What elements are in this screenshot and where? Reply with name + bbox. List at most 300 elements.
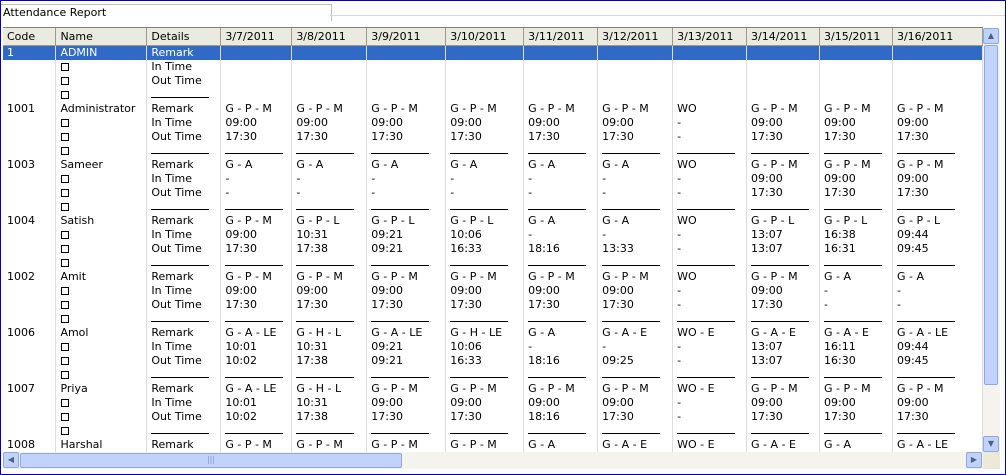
checkbox-icon[interactable] — [61, 91, 69, 99]
detail-separator — [147, 256, 221, 270]
attendance-cell: 16:31 — [820, 242, 893, 256]
table-row[interactable] — [3, 270, 983, 284]
cell-separator — [892, 424, 982, 438]
employee-code — [3, 60, 56, 74]
employee-code: 1002 — [3, 270, 56, 284]
attendance-cell — [367, 74, 446, 88]
attendance-cell: G - P - M — [292, 438, 367, 452]
attendance-cell: - — [221, 186, 292, 200]
cell-separator — [820, 144, 893, 158]
attendance-cell: G - P - M — [446, 382, 524, 396]
cell-separator — [820, 424, 893, 438]
checkbox-icon[interactable] — [61, 133, 69, 141]
cell-separator — [446, 424, 524, 438]
cell-separator — [598, 200, 673, 214]
attendance-cell: 17:38 — [292, 354, 367, 368]
column-header-date[interactable]: 3/16/2011 — [892, 28, 982, 46]
attendance-cell: 17:30 — [747, 298, 820, 312]
detail-label: Out Time — [147, 298, 221, 312]
attendance-cell: G - P - M — [292, 270, 367, 284]
separator-line — [450, 433, 508, 434]
attendance-cell: - — [673, 228, 747, 242]
table-row[interactable] — [3, 298, 983, 312]
employee-code — [3, 256, 56, 270]
cell-separator — [747, 200, 820, 214]
detail-label: Out Time — [147, 186, 221, 200]
attendance-cell: 09:00 — [524, 116, 598, 130]
scroll-right-button[interactable]: ▶ — [966, 452, 982, 468]
attendance-cell: - — [673, 172, 747, 186]
attendance-cell — [747, 74, 820, 88]
row-checkbox — [56, 116, 147, 130]
attendance-cell: 17:30 — [892, 130, 982, 144]
employee-name: Sameer — [56, 158, 147, 172]
vertical-scroll-thumb[interactable] — [984, 45, 998, 385]
table-row[interactable] — [3, 284, 983, 298]
attendance-cell: - — [673, 242, 747, 256]
checkbox-icon[interactable] — [61, 287, 69, 295]
attendance-cell: 09:25 — [598, 354, 673, 368]
attendance-cell: 17:30 — [747, 186, 820, 200]
checkbox-icon[interactable] — [61, 231, 69, 239]
attendance-cell: 17:30 — [524, 298, 598, 312]
attendance-cell — [367, 46, 446, 61]
cell-separator — [446, 368, 524, 382]
attendance-cell: G - P - M — [892, 102, 982, 116]
vertical-scrollbar[interactable] — [983, 28, 1000, 452]
attendance-cell: - — [367, 186, 446, 200]
attendance-cell: G - P - M — [598, 102, 673, 116]
employee-code — [3, 74, 56, 88]
cell-separator — [892, 200, 982, 214]
detail-label: Remark — [147, 102, 221, 116]
separator-line — [751, 265, 809, 266]
attendance-cell: 09:00 — [292, 284, 367, 298]
detail-label: Out Time — [147, 354, 221, 368]
attendance-cell: G - P - L — [820, 214, 893, 228]
checkbox-icon[interactable] — [61, 301, 69, 309]
column-header-date[interactable]: 3/15/2011 — [820, 28, 893, 46]
separator-line — [371, 209, 429, 210]
attendance-cell: 09:21 — [367, 242, 446, 256]
attendance-cell: WO - E — [673, 438, 747, 452]
attendance-cell — [524, 60, 598, 74]
checkbox-icon[interactable] — [61, 427, 69, 435]
attendance-cell: G - P - M — [820, 158, 893, 172]
attendance-cell: - — [292, 172, 367, 186]
attendance-cell: G - A - E — [598, 438, 673, 452]
separator-line — [602, 265, 660, 266]
cell-separator — [524, 256, 598, 270]
attendance-cell: 09:00 — [524, 396, 598, 410]
attendance-cell — [446, 74, 524, 88]
cell-separator — [673, 88, 747, 102]
attendance-cell: 10:02 — [221, 354, 292, 368]
separator-line — [751, 377, 809, 378]
detail-label: Remark — [147, 46, 221, 61]
attendance-cell: 17:38 — [292, 410, 367, 424]
column-header-code[interactable]: Code — [3, 28, 56, 46]
column-header-date[interactable]: 3/13/2011 — [673, 28, 747, 46]
cell-separator — [673, 256, 747, 270]
checkbox-icon[interactable] — [61, 315, 69, 323]
separator-line — [296, 433, 354, 434]
cell-separator — [446, 200, 524, 214]
separator-line — [897, 153, 955, 154]
checkbox-icon[interactable] — [61, 77, 69, 85]
separator-line — [897, 265, 955, 266]
separator-line — [296, 153, 354, 154]
cell-separator — [292, 200, 367, 214]
attendance-cell: - — [673, 354, 747, 368]
separator-line — [296, 321, 354, 322]
separator-line — [450, 209, 508, 210]
table-row[interactable] — [3, 354, 983, 368]
checkbox-icon[interactable] — [61, 343, 69, 351]
separator-line — [151, 97, 209, 98]
attendance-cell: 10:01 — [221, 396, 292, 410]
attendance-cell: G - A - LE — [892, 326, 982, 340]
attendance-cell: 09:00 — [292, 116, 367, 130]
attendance-cell: G - A — [524, 438, 598, 452]
separator-line — [897, 321, 955, 322]
attendance-cell — [598, 74, 673, 88]
attendance-cell: WO — [673, 214, 747, 228]
cell-separator — [892, 88, 982, 102]
attendance-grid[interactable] — [3, 27, 983, 453]
scroll-left-button[interactable]: ◀ — [3, 452, 19, 468]
cell-separator — [820, 368, 893, 382]
attendance-cell: 10:02 — [221, 410, 292, 424]
attendance-cell: 17:30 — [747, 130, 820, 144]
attendance-cell: G - P - M — [747, 382, 820, 396]
scroll-down-button[interactable]: ▼ — [983, 436, 999, 452]
table-row[interactable] — [3, 158, 983, 172]
attendance-cell: - — [524, 172, 598, 186]
cell-separator — [673, 312, 747, 326]
column-header-date[interactable]: 3/12/2011 — [598, 28, 673, 46]
attendance-cell — [747, 60, 820, 74]
employee-code — [3, 186, 56, 200]
attendance-cell: 17:30 — [292, 130, 367, 144]
row-checkbox — [56, 340, 147, 354]
table-row[interactable] — [3, 116, 983, 130]
table-row[interactable] — [3, 410, 983, 424]
separator-line — [528, 153, 586, 154]
checkbox-icon[interactable] — [61, 413, 69, 421]
horizontal-scrollbar[interactable] — [3, 452, 983, 469]
separator-line — [677, 377, 735, 378]
attendance-cell: 13:07 — [747, 228, 820, 242]
attendance-cell: - — [892, 284, 982, 298]
attendance-cell: - — [598, 228, 673, 242]
attendance-cell: 17:30 — [221, 242, 292, 256]
separator-line — [528, 321, 586, 322]
cell-separator — [892, 312, 982, 326]
separator-line — [151, 433, 209, 434]
column-header-date[interactable]: 3/14/2011 — [747, 28, 820, 46]
attendance-cell: 09:44 — [892, 228, 982, 242]
table-row[interactable] — [3, 312, 983, 326]
scrollbar-corner — [983, 452, 1000, 469]
row-checkbox — [56, 74, 147, 88]
cell-separator — [221, 144, 292, 158]
attendance-cell: - — [367, 172, 446, 186]
attendance-cell: G - P - M — [524, 102, 598, 116]
attendance-cell — [747, 46, 820, 61]
employee-name: Satish — [56, 214, 147, 228]
employee-name: Priya — [56, 382, 147, 396]
cell-separator — [892, 256, 982, 270]
attendance-cell: - — [292, 186, 367, 200]
table-row[interactable] — [3, 424, 983, 438]
separator-line — [602, 433, 660, 434]
attendance-cell: 09:44 — [892, 340, 982, 354]
table-row[interactable] — [3, 340, 983, 354]
detail-label: In Time — [147, 116, 221, 130]
row-checkbox — [56, 228, 147, 242]
attendance-cell: - — [524, 228, 598, 242]
attendance-cell: G - P - M — [446, 102, 524, 116]
attendance-cell: 09:45 — [892, 242, 982, 256]
cell-separator — [820, 200, 893, 214]
attendance-cell: 09:00 — [367, 396, 446, 410]
attendance-cell: 17:30 — [367, 298, 446, 312]
table-row[interactable] — [3, 186, 983, 200]
separator-line — [528, 265, 586, 266]
separator-line — [824, 209, 882, 210]
attendance-cell — [292, 74, 367, 88]
employee-code: 1001 — [3, 102, 56, 116]
attendance-cell: G - A - LE — [221, 326, 292, 340]
table-row[interactable] — [3, 102, 983, 116]
cell-separator — [673, 424, 747, 438]
row-checkbox — [56, 186, 147, 200]
cell-separator — [524, 424, 598, 438]
attendance-cell — [221, 60, 292, 74]
tab-attendance-report[interactable]: Attendance Report — [1, 4, 332, 21]
checkbox-icon[interactable] — [61, 259, 69, 267]
attendance-cell: G - P - M — [524, 270, 598, 284]
attendance-cell: 17:30 — [598, 298, 673, 312]
row-checkbox — [56, 60, 147, 74]
scroll-up-button[interactable]: ▲ — [983, 28, 999, 44]
attendance-cell — [598, 46, 673, 61]
checkbox-icon[interactable] — [61, 63, 69, 71]
separator-line — [151, 321, 209, 322]
attendance-cell: 17:30 — [598, 130, 673, 144]
table-row[interactable] — [3, 368, 983, 382]
row-checkbox — [56, 284, 147, 298]
attendance-cell: 10:01 — [221, 340, 292, 354]
attendance-cell: 17:30 — [221, 130, 292, 144]
attendance-cell: G - P - M — [446, 270, 524, 284]
attendance-cell: G - A — [598, 214, 673, 228]
table-row[interactable] — [3, 60, 983, 74]
column-header-name[interactable]: Name — [56, 28, 147, 46]
cell-separator — [598, 368, 673, 382]
cell-separator — [747, 144, 820, 158]
checkbox-icon[interactable] — [61, 357, 69, 365]
checkbox-icon[interactable] — [61, 203, 69, 211]
employee-code — [3, 200, 56, 214]
tab-strip — [1, 1, 1005, 21]
table-row[interactable] — [3, 214, 983, 228]
separator-line — [450, 377, 508, 378]
table-row[interactable] — [3, 130, 983, 144]
separator-line — [824, 153, 882, 154]
attendance-cell — [673, 74, 747, 88]
attendance-cell: G - P - L — [367, 214, 446, 228]
column-header-date[interactable]: 3/7/2011 — [221, 28, 292, 46]
attendance-cell: G - P - M — [446, 438, 524, 452]
employee-code — [3, 228, 56, 242]
attendance-cell — [446, 60, 524, 74]
cell-separator — [598, 256, 673, 270]
row-checkbox — [56, 298, 147, 312]
cell-separator — [221, 256, 292, 270]
row-checkbox — [56, 200, 147, 214]
column-header-date[interactable]: 3/8/2011 — [292, 28, 367, 46]
attendance-cell — [221, 46, 292, 61]
attendance-cell — [673, 46, 747, 61]
employee-code — [3, 298, 56, 312]
cell-separator — [747, 424, 820, 438]
attendance-cell: - — [820, 298, 893, 312]
table-row[interactable] — [3, 256, 983, 270]
separator-line — [296, 265, 354, 266]
separator-line — [824, 321, 882, 322]
table-row[interactable] — [3, 228, 983, 242]
separator-line — [897, 377, 955, 378]
checkbox-icon[interactable] — [61, 371, 69, 379]
table-row[interactable] — [3, 172, 983, 186]
cell-separator — [367, 424, 446, 438]
separator-line — [602, 209, 660, 210]
cell-separator — [221, 312, 292, 326]
table-row[interactable] — [3, 200, 983, 214]
row-checkbox — [56, 396, 147, 410]
column-header-date[interactable]: 3/9/2011 — [367, 28, 446, 46]
cell-separator — [446, 312, 524, 326]
attendance-cell: 17:38 — [292, 242, 367, 256]
row-checkbox — [56, 368, 147, 382]
cell-separator — [292, 424, 367, 438]
attendance-cell — [367, 60, 446, 74]
cell-separator — [292, 368, 367, 382]
attendance-cell — [524, 74, 598, 88]
employee-code: 1006 — [3, 326, 56, 340]
detail-label: Remark — [147, 438, 221, 452]
separator-line — [296, 377, 354, 378]
checkbox-icon[interactable] — [61, 119, 69, 127]
attendance-cell: G - A - LE — [367, 326, 446, 340]
column-header-details[interactable]: Details — [147, 28, 221, 46]
attendance-cell: - — [673, 298, 747, 312]
attendance-cell: 16:33 — [446, 242, 524, 256]
attendance-cell: G - P - M — [747, 158, 820, 172]
attendance-cell: G - A - E — [598, 326, 673, 340]
checkbox-icon[interactable] — [61, 399, 69, 407]
attendance-cell: G - A — [892, 270, 982, 284]
attendance-cell: G - P - M — [820, 102, 893, 116]
row-checkbox — [56, 172, 147, 186]
table-row[interactable] — [3, 396, 983, 410]
attendance-cell: 09:00 — [446, 116, 524, 130]
attendance-cell: G - P - M — [747, 102, 820, 116]
table-row[interactable] — [3, 438, 983, 452]
attendance-cell: 09:00 — [221, 228, 292, 242]
attendance-cell: 13:07 — [747, 340, 820, 354]
column-header-date[interactable]: 3/10/2011 — [446, 28, 524, 46]
separator-line — [151, 153, 209, 154]
attendance-cell: 09:00 — [598, 396, 673, 410]
employee-code — [3, 368, 56, 382]
detail-label: In Time — [147, 284, 221, 298]
separator-line — [897, 433, 955, 434]
cell-separator — [292, 88, 367, 102]
separator-line — [751, 209, 809, 210]
attendance-cell: 09:00 — [446, 284, 524, 298]
attendance-cell: - — [673, 396, 747, 410]
attendance-cell: - — [673, 116, 747, 130]
cell-separator — [598, 88, 673, 102]
employee-code — [3, 340, 56, 354]
checkbox-icon[interactable] — [61, 175, 69, 183]
cell-separator — [747, 312, 820, 326]
attendance-cell: G - P - M — [367, 270, 446, 284]
table-row[interactable] — [3, 242, 983, 256]
attendance-cell — [820, 60, 893, 74]
attendance-cell: G - P - M — [747, 270, 820, 284]
cell-separator — [598, 312, 673, 326]
table-row[interactable] — [3, 144, 983, 158]
attendance-cell: G - A — [524, 158, 598, 172]
checkbox-icon[interactable] — [61, 147, 69, 155]
attendance-cell: WO - E — [673, 382, 747, 396]
detail-label: Out Time — [147, 410, 221, 424]
attendance-table — [3, 28, 983, 452]
table-row[interactable] — [3, 74, 983, 88]
employee-code — [3, 242, 56, 256]
detail-label: Remark — [147, 158, 221, 172]
separator-line — [677, 265, 735, 266]
attendance-cell: G - A — [524, 326, 598, 340]
checkbox-icon[interactable] — [61, 189, 69, 197]
attendance-cell: 17:30 — [820, 410, 893, 424]
checkbox-icon[interactable] — [61, 245, 69, 253]
employee-name: Amol — [56, 326, 147, 340]
employee-code — [3, 410, 56, 424]
attendance-cell: G - H - LE — [446, 326, 524, 340]
attendance-cell: G - P - M — [598, 382, 673, 396]
row-checkbox — [56, 88, 147, 102]
column-header-date[interactable]: 3/11/2011 — [524, 28, 598, 46]
attendance-cell — [673, 60, 747, 74]
attendance-cell — [292, 46, 367, 61]
table-row[interactable] — [3, 88, 983, 102]
table-row[interactable] — [3, 382, 983, 396]
attendance-cell: 09:00 — [221, 116, 292, 130]
detail-separator — [147, 144, 221, 158]
attendance-cell: G - A — [367, 158, 446, 172]
cell-separator — [524, 144, 598, 158]
cell-separator — [367, 256, 446, 270]
table-row[interactable] — [3, 46, 983, 61]
table-row[interactable] — [3, 326, 983, 340]
employee-code — [3, 312, 56, 326]
horizontal-scroll-thumb[interactable]: ||| — [20, 453, 402, 468]
